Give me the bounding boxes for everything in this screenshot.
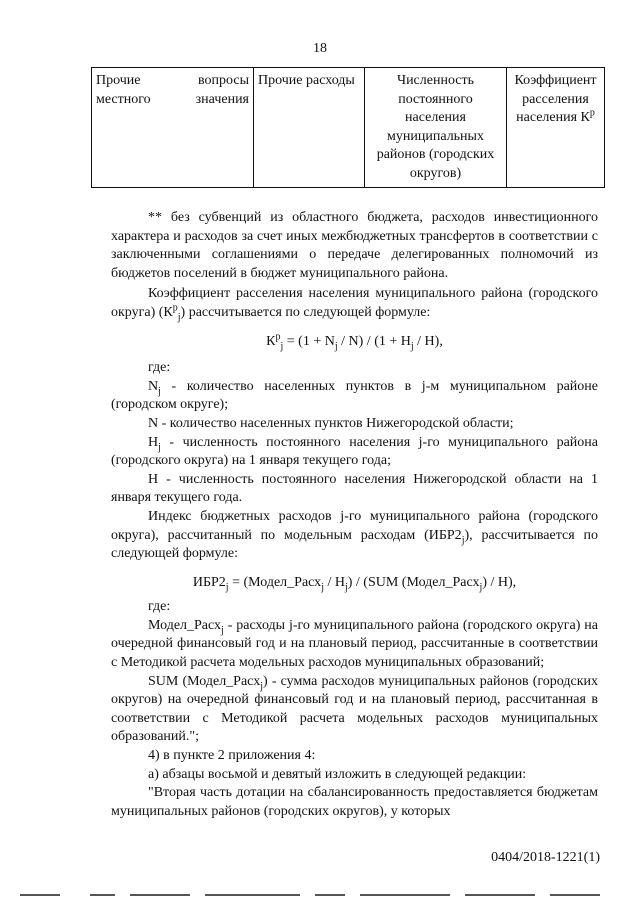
text-fragment: N (148, 378, 159, 394)
ibr-intro-paragraph (111, 508, 598, 564)
coefficient-superscript: р (589, 107, 595, 119)
formula-part: / N) / (1 + H (337, 333, 411, 349)
subscript: j (177, 311, 181, 323)
definition-sum (111, 673, 598, 747)
definition-model-expenses (111, 617, 598, 673)
text-fragment: Коэффициент расселения населения муниципального района (городского округа) (К (111, 286, 598, 320)
text-fragment: - расходы j-го муниципального района (городского округа) на очередной финансовый год и на плановый период, рассчитанные в соответствии с Методикой расчета модельных расходов муниципальных образований; (111, 617, 598, 671)
where-label: где: (148, 599, 171, 615)
coefficient-intro-paragraph (111, 285, 598, 322)
formula-part: К (266, 333, 276, 349)
quoted-paragraph: "Вторая часть дотации на сбалансированность предоставляется бюджетам муниципальных районов (городских округов), у которых (111, 785, 598, 819)
subscript: j (158, 441, 161, 453)
subscript: j (334, 340, 338, 352)
text-fragment: ) - сумма расходов муниципальных районов (городских округов) на очередной финансовый год и на плановый период, рассчитанная в соответствии с Методикой расчета модельных расходов муниципальных образований."; (111, 673, 598, 745)
text-fragment: ), рассчитывается по следующей формуле: (111, 527, 598, 562)
scan-edge-marks (20, 892, 620, 898)
text-fragment: Модел_Расх (148, 617, 222, 633)
definition-nj (111, 378, 598, 415)
text-fragment: SUM (Модел_Расх (148, 673, 261, 689)
subscript: j (479, 581, 483, 593)
subscript: j (344, 581, 348, 593)
superscript: р (172, 302, 178, 314)
formula-part: ) / (SUM (Модел_Расх (347, 574, 480, 590)
table-cell-indicator: Численность постоянного населения муниципальных районов (городских округов) (365, 68, 507, 188)
definition-n: N - количество населенных пунктов Нижегородской области; (148, 415, 514, 431)
formula-part: = (1 + N (283, 333, 335, 349)
subscript: j (410, 340, 414, 352)
text-fragment: Индекс бюджетных расходов j-го муниципального района (городского округа), рассчитанный по модельным расходам (ИБР2 (111, 508, 598, 543)
subscript: j (225, 581, 229, 593)
document-body (111, 209, 598, 821)
where-label: где: (148, 360, 171, 376)
coefficient-formula (111, 330, 598, 352)
formula-part: ИБР2 (192, 574, 226, 590)
indicator-table (91, 67, 605, 188)
footnote-paragraph: ** без субвенций из областного бюджета, расходов инвестиционного характера и расходов за счет иных межбюджетных трансфертов в соответствии с заключенными соглашениями о передаче делегированных полномочий из бюджетов поселений в бюджет муниципального района. (111, 210, 598, 281)
subscript: j (158, 385, 161, 397)
table-row (92, 68, 605, 188)
text-fragment: - количество населенных пунктов в j-м муниципальном районе (городском округе); (111, 378, 598, 413)
subscript: j (461, 534, 465, 546)
text-fragment: - численность постоянного населения j-го муниципального района (городского округа) на 1 января текущего года; (111, 434, 598, 469)
ibr-formula (111, 574, 598, 593)
page-number: 18 (313, 41, 327, 56)
definition-h: H - численность постоянного населения Нижегородской области на 1 января текущего года. (111, 471, 598, 506)
table-cell-issue: Прочие вопросы местного значения (92, 68, 254, 188)
text-fragment: ) рассчитывается по следующей формуле: (180, 304, 431, 320)
table-cell-expense: Прочие расходы (254, 68, 365, 188)
text-fragment: H (148, 434, 159, 450)
item-4: 4) в пункте 2 приложения 4: (148, 748, 316, 764)
subscript: j (280, 340, 284, 352)
document-code: 0404/2018-1221(1) (491, 850, 600, 865)
coefficient-label: Коэффициент расселения населения К (514, 73, 597, 126)
subscript: j (221, 624, 224, 636)
formula-part: ) / H), (482, 574, 517, 590)
definition-hj (111, 434, 598, 471)
subscript: j (321, 581, 324, 593)
subscript: j (260, 680, 263, 692)
formula-part: / H), (413, 333, 443, 349)
table-cell-coefficient (507, 68, 605, 188)
formula-part: / H (323, 574, 345, 590)
superscript: р (275, 330, 281, 342)
item-a: а) абзацы восьмой и девятый изложить в следующей редакции: (148, 766, 527, 782)
formula-part: = (Модел_Расх (228, 574, 322, 590)
